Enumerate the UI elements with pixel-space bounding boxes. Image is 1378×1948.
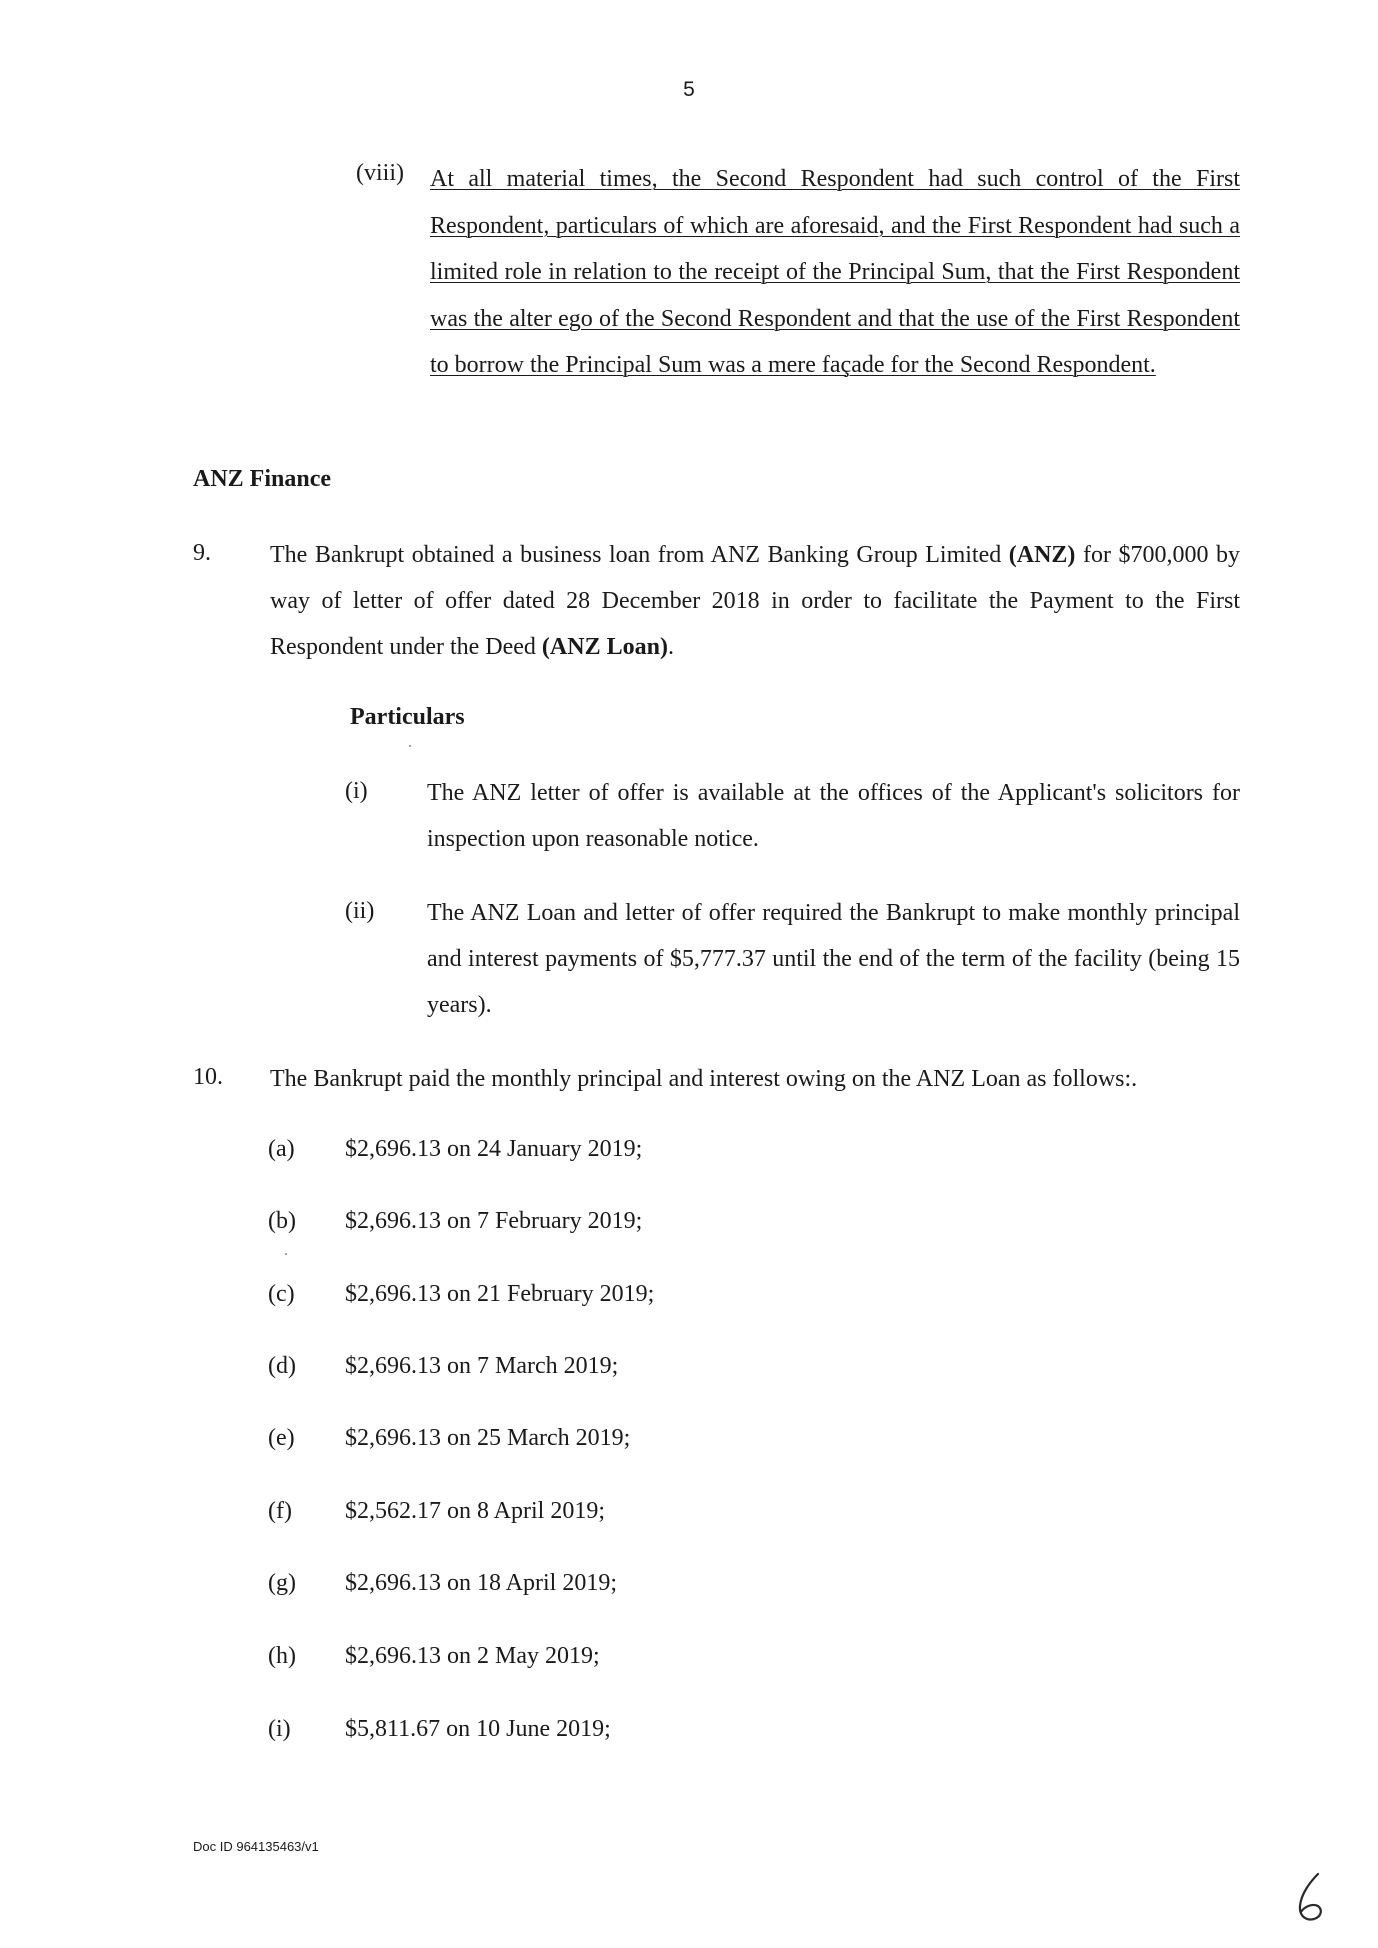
sub-paragraph-label: (viii)	[356, 160, 404, 186]
paragraph-number: 9.	[193, 540, 211, 566]
list-item: $2,562.17 on 8 April 2019;	[345, 1498, 606, 1524]
section-heading: ANZ Finance	[193, 466, 331, 492]
list-item-label: (c)	[268, 1281, 295, 1307]
paragraph-number: 10.	[193, 1064, 223, 1090]
list-item: $2,696.13 on 24 January 2019;	[345, 1136, 643, 1162]
particulars-heading: Particulars	[350, 704, 465, 730]
paragraph-9-text	[270, 532, 1240, 670]
paragraph-9-text-part: for $700,000 by way of letter of offer dated 28 December 2018 in order to facilitate the Payment to the First Respondent under the Deed	[270, 542, 1241, 660]
defined-term-anz: (ANZ)	[1008, 542, 1076, 568]
particulars-item-text: The ANZ Loan and letter of offer required the Bankrupt to make monthly principal and interest payments of $5,777.37 until the end of the term of the facility (being 15 years).	[427, 900, 1240, 1018]
handwritten-page-mark	[1292, 1870, 1332, 1926]
paragraph-10-text: The Bankrupt paid the monthly principal and interest owing on the ANZ Loan as follows:.	[270, 1066, 1138, 1092]
list-item: $2,696.13 on 21 February 2019;	[345, 1281, 655, 1307]
list-item: $5,811.67 on 10 June 2019;	[345, 1716, 611, 1742]
document-id: Doc ID 964135463/v1	[193, 1839, 319, 1854]
list-item: $2,696.13 on 2 May 2019;	[345, 1643, 600, 1669]
paragraph-9-text-part: .	[667, 634, 674, 660]
list-item: $2,696.13 on 18 April 2019;	[345, 1570, 618, 1596]
list-item-label: (i)	[268, 1716, 291, 1742]
list-item: $2,696.13 on 25 March 2019;	[345, 1425, 631, 1451]
list-item-label: (d)	[268, 1353, 296, 1379]
list-item-label: (e)	[268, 1425, 295, 1451]
list-item: $2,696.13 on 7 February 2019;	[345, 1208, 643, 1234]
list-item-label: (g)	[268, 1570, 296, 1596]
scan-speck	[409, 745, 411, 747]
sub-paragraph-viii-text: At all material times, the Second Respondent had such control of the First Respondent, particulars of which are aforesaid, and the First Respondent had such a limited role in relation to the receipt of the Principal Sum, that the First Respondent was the alter ego of the Second Respondent and that the use of the First Respondent to borrow the Principal Sum was a mere façade for the Second Respondent.	[430, 166, 1240, 378]
scan-speck	[285, 1253, 287, 1255]
particulars-item-text: The ANZ letter of offer is available at the offices of the Applicant's solicitors for inspection upon reasonable notice.	[427, 780, 1240, 852]
list-item: $2,696.13 on 7 March 2019;	[345, 1353, 619, 1379]
list-item-label: (b)	[268, 1208, 296, 1234]
list-item-label: (h)	[268, 1643, 296, 1669]
particulars-item-label: (ii)	[345, 898, 375, 924]
page-number: 5	[683, 78, 695, 101]
defined-term-anz-loan: (ANZ Loan)	[541, 634, 668, 660]
list-item-label: (f)	[268, 1498, 292, 1524]
paragraph-9-text-part: The Bankrupt obtained a business loan from ANZ Banking Group Limited	[270, 542, 1009, 568]
particulars-item-label: (i)	[345, 778, 368, 804]
list-item-label: (a)	[268, 1136, 295, 1162]
